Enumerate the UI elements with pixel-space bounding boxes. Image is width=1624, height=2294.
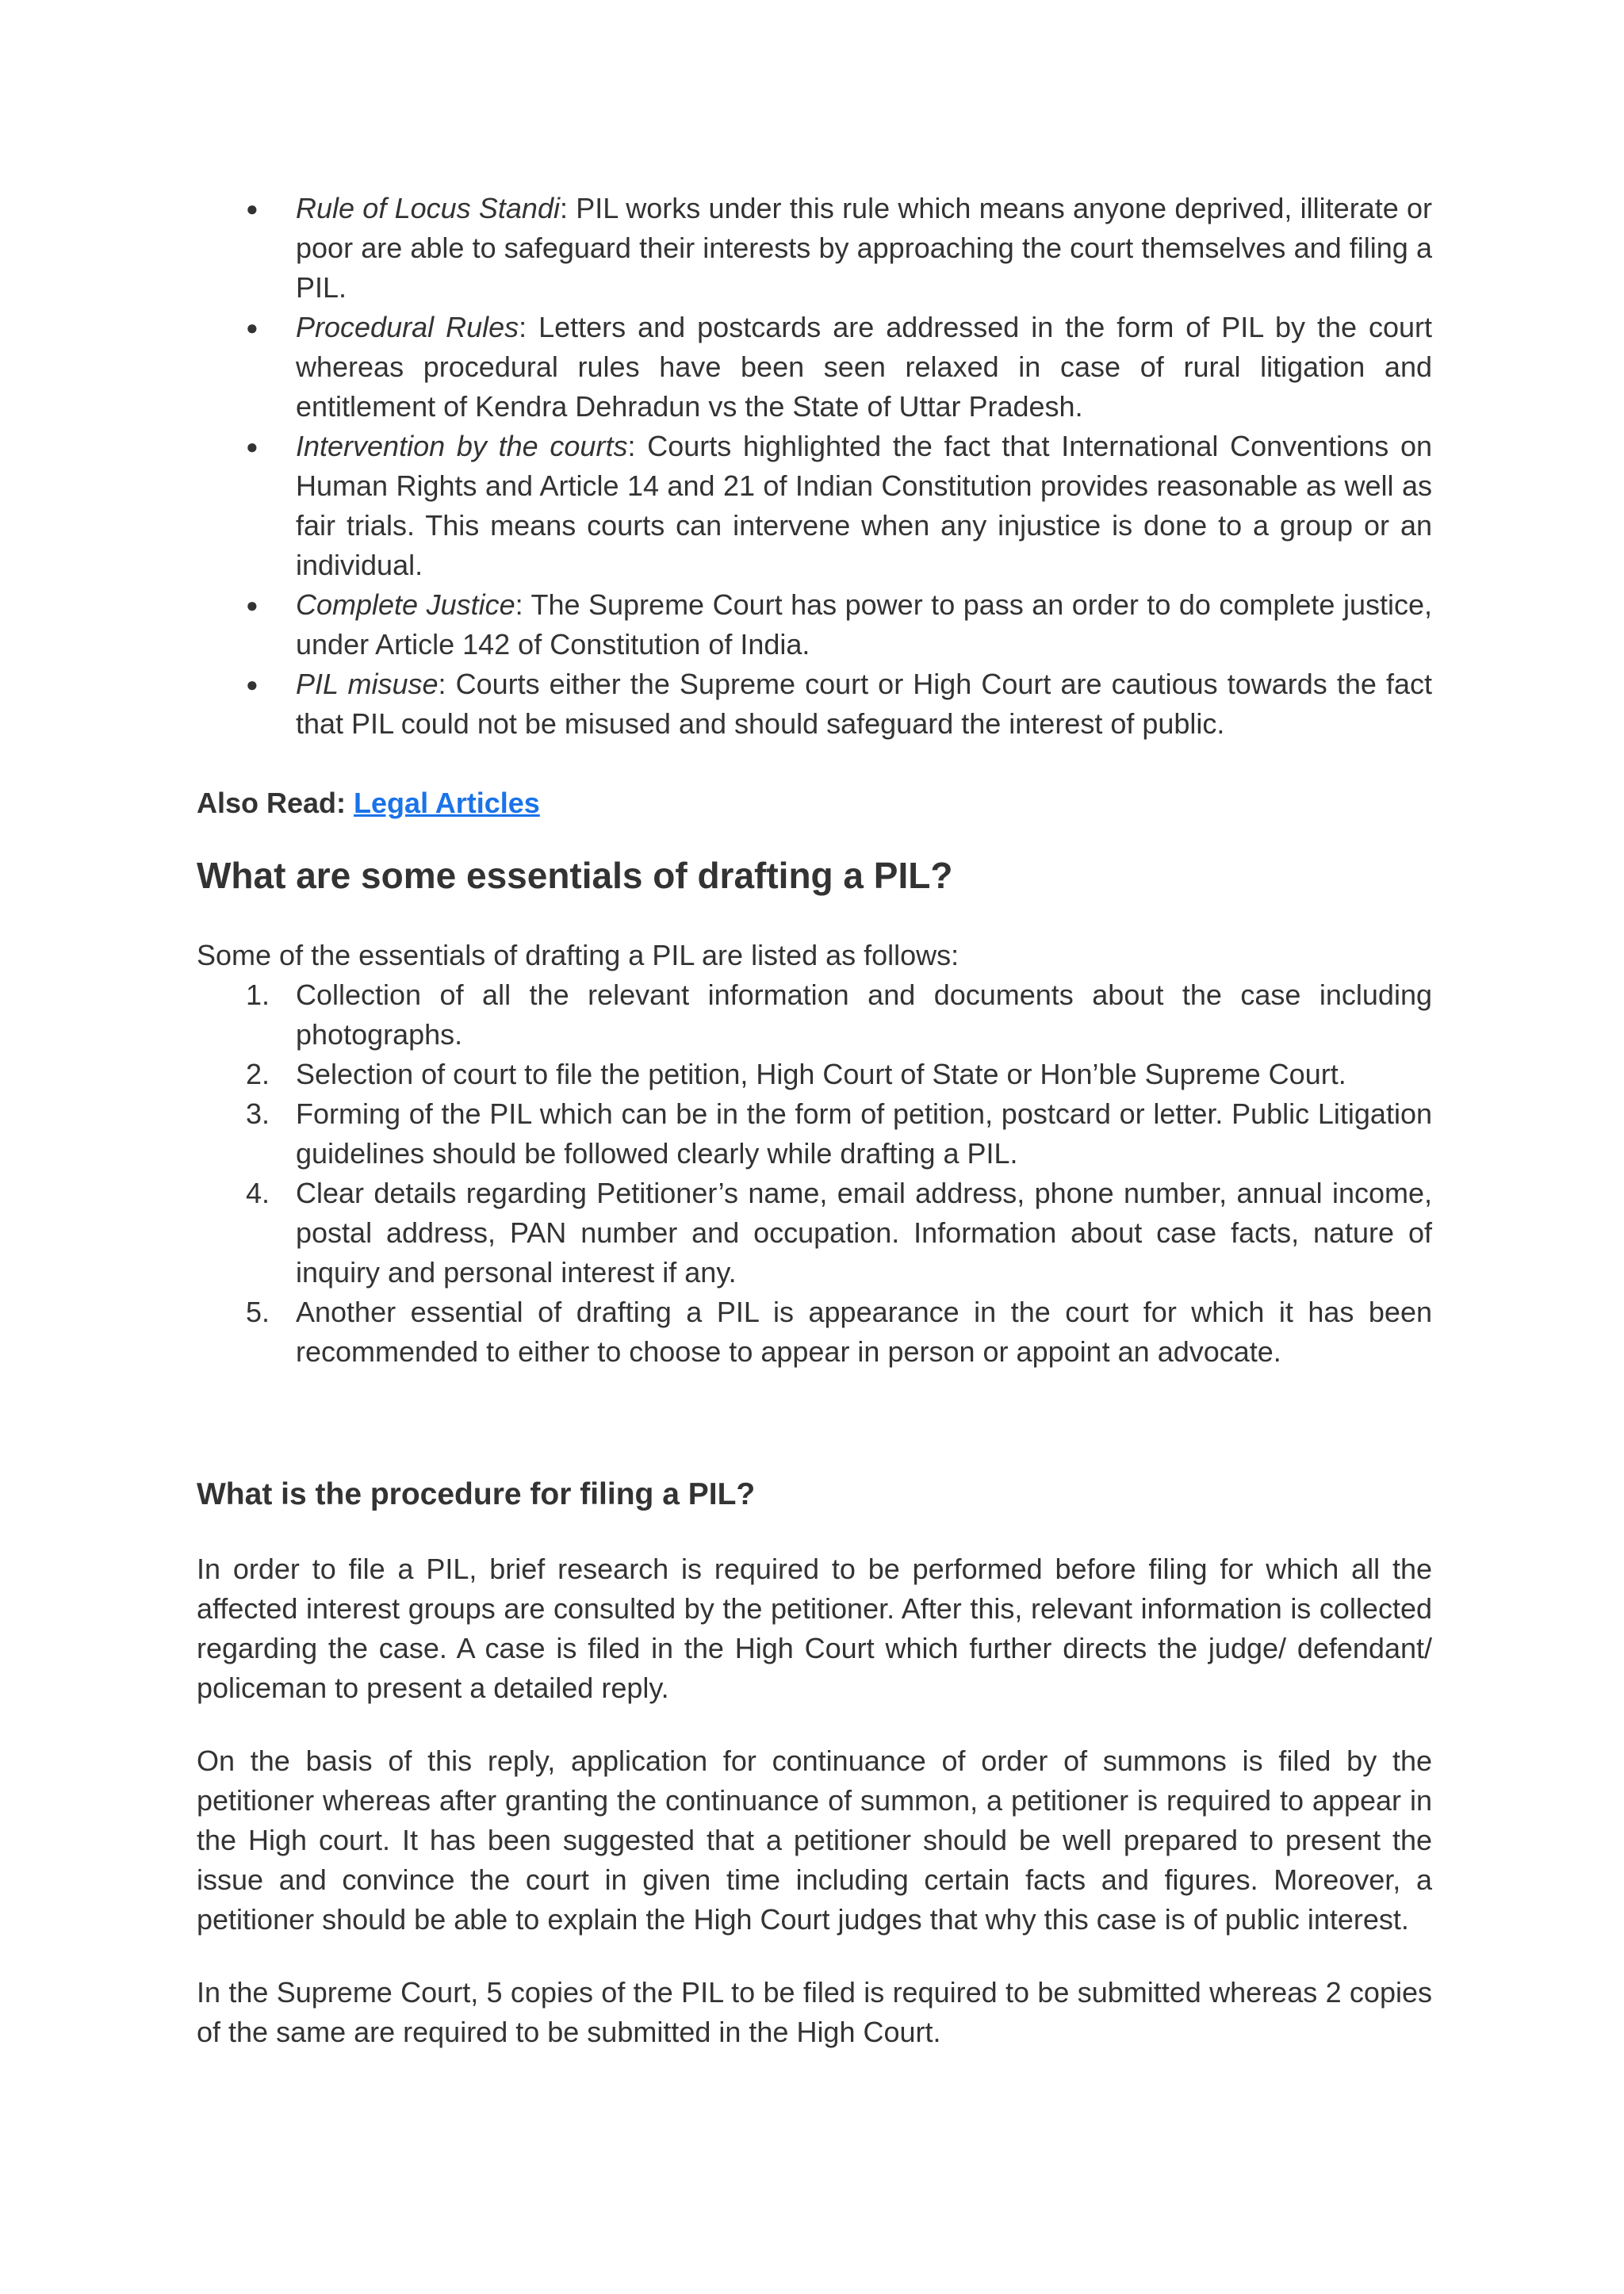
list-item-term: Rule of Locus Standi (296, 192, 560, 224)
section-intro: Some of the essentials of drafting a PIL are listed as follows: (197, 939, 959, 971)
list-item (197, 975, 1432, 1055)
paragraph: In the Supreme Court, 5 copies of the PIL to be filed is required to be submitted whereas 2 copies of the same are required to be submitted in the High Court. (197, 1976, 1432, 2048)
list-item-text: : Courts highlighted the fact that International Conventions on Human Rights and Article 14 and 21 of Indian Constitution provides reasonable as well as fair trials. This means courts can intervene when any injustice is done to a group or an individual. (296, 430, 1432, 581)
list-item (197, 664, 1432, 744)
list-item (197, 308, 1432, 427)
essentials-list (197, 975, 1432, 1372)
bullet-icon: ● (246, 672, 259, 696)
list-item-text: Collection of all the relevant information and documents about the case including photographs. (296, 978, 1432, 1051)
legal-articles-link[interactable]: Legal Articles (354, 787, 540, 819)
list-item (197, 427, 1432, 585)
bullet-icon: ● (246, 316, 259, 339)
list-item-number: 4. (246, 1177, 270, 1209)
bullet-icon: ● (246, 435, 259, 458)
bullet-icon: ● (246, 593, 259, 617)
also-read-label: Also Read: (197, 787, 354, 819)
list-item (197, 1174, 1432, 1293)
list-item-number: 3. (246, 1097, 270, 1130)
list-item-number: 5. (246, 1296, 270, 1328)
list-item (197, 1055, 1432, 1094)
list-item-text: Another essential of drafting a PIL is appearance in the court for which it has been recommended to either to choose to appear in person or appoint an advocate. (296, 1296, 1432, 1368)
list-item-term: PIL misuse (296, 668, 439, 700)
list-item (197, 189, 1432, 308)
list-item-text: Forming of the PIL which can be in the form of petition, postcard or letter. Public Litigation guidelines should be followed clearly while drafting a PIL. (296, 1097, 1432, 1170)
list-item-text: : Courts either the Supreme court or High Court are cautious towards the fact that PIL could not be misused and should safeguard the interest of public. (296, 668, 1432, 740)
list-item-text: : Letters and postcards are addressed in the form of PIL by the court whereas procedural rules have been seen relaxed in case of rural litigation and entitlement of Kendra Dehradun vs the State of Uttar Pradesh. (296, 311, 1432, 423)
list-item-term: Complete Justice (296, 588, 515, 621)
document-page (197, 189, 1432, 2052)
list-item-text: Selection of court to file the petition, High Court of State or Hon’ble Supreme Court. (296, 1058, 1346, 1090)
list-item-number: 1. (246, 978, 270, 1011)
list-item-number: 2. (246, 1058, 270, 1090)
list-item-term: Procedural Rules (296, 311, 519, 343)
list-item-text: : The Supreme Court has power to pass an order to do complete justice, under Article 142 of Constitution of India. (296, 588, 1432, 661)
paragraph: In order to file a PIL, brief research is required to be performed before filing for which all the affected interest groups are consulted by the petitioner. After this, relevant information is collected regarding the case. A case is filed in the High Court which further directs the judge/ defendant/ policeman to present a detailed reply. (197, 1553, 1432, 1704)
also-read (197, 783, 1432, 823)
section-heading-procedure: What is the procedure for filing a PIL? (197, 1477, 756, 1511)
list-item-term: Intervention by the courts (296, 430, 628, 462)
list-item (197, 585, 1432, 664)
list-item-text: : PIL works under this rule which means anyone deprived, illiterate or poor are able to safeguard their interests by approaching the court themselves and filing a PIL. (296, 192, 1432, 304)
pil-features-list (197, 189, 1432, 744)
paragraph: On the basis of this reply, application for continuance of order of summons is filed by the petitioner whereas after granting the continuance of summon, a petitioner is required to appear in the High court. It has been suggested that a petitioner should be well prepared to present the issue and convince the court in given time including certain facts and figures. Moreover, a petitioner should be able to explain the High Court judges that why this case is of public interest. (197, 1744, 1432, 1936)
section-heading-essentials: What are some essentials of drafting a PIL? (197, 855, 953, 896)
list-item-text: Clear details regarding Petitioner’s name, email address, phone number, annual income, postal address, PAN number and occupation. Information about case facts, nature of inquiry and personal interest if any. (296, 1177, 1432, 1289)
list-item (197, 1293, 1432, 1372)
bullet-icon: ● (246, 197, 259, 220)
list-item (197, 1094, 1432, 1174)
